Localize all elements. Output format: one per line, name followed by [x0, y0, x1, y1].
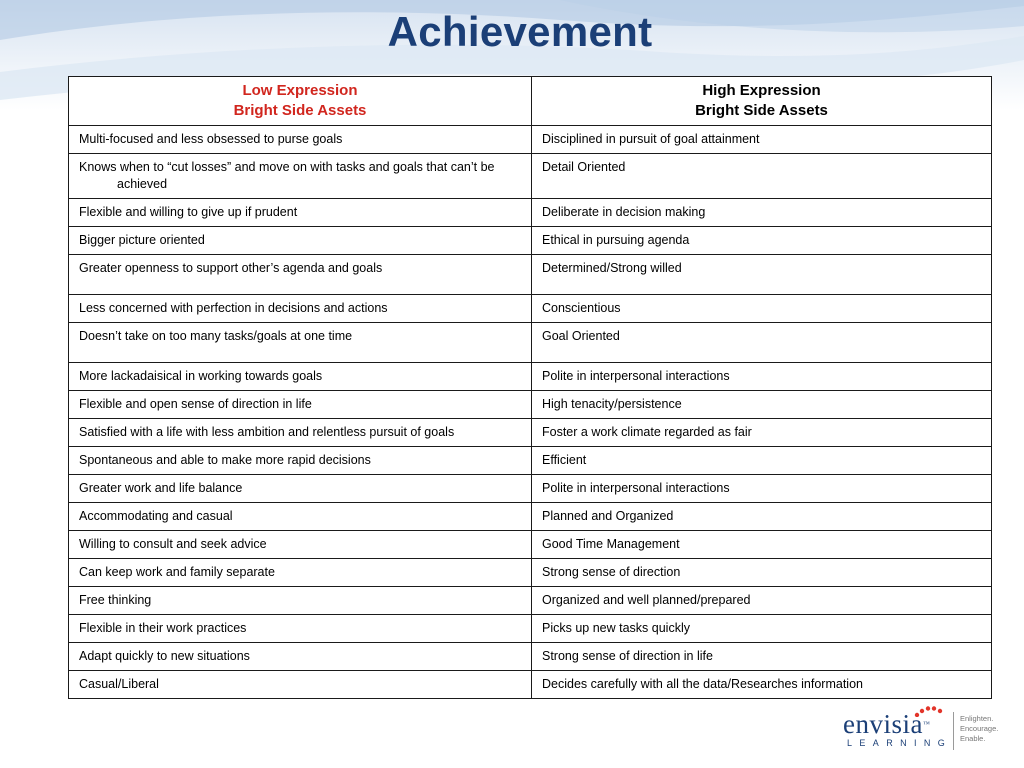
cell-text: Ethical in pursuing agenda [542, 233, 690, 247]
logo-divider [953, 712, 954, 750]
cell-text: Greater work and life balance [79, 481, 243, 495]
high-expression-cell [532, 643, 992, 671]
cell-text: Accommodating and casual [79, 509, 233, 523]
low-expression-cell [69, 126, 532, 154]
table-row [69, 643, 992, 671]
high-expression-cell [532, 126, 992, 154]
logo-wordmark-text: envisia [843, 709, 923, 739]
cell-text: Casual/Liberal [79, 677, 159, 691]
low-expression-cell [69, 671, 532, 699]
cell-text: Flexible and open sense of direction in life [79, 397, 312, 411]
table-row [69, 671, 992, 699]
low-expression-cell [69, 643, 532, 671]
low-expression-cell [69, 295, 532, 323]
cell-text: Determined/Strong willed [542, 261, 682, 275]
low-expression-cell [69, 323, 532, 363]
low-expression-cell [69, 559, 532, 587]
high-expression-cell [532, 391, 992, 419]
cell-text: Decides carefully with all the data/Researches information [542, 677, 863, 691]
cell-text: Spontaneous and able to make more rapid decisions [79, 453, 371, 467]
high-expression-cell [532, 363, 992, 391]
cell-text: Deliberate in decision making [542, 205, 706, 219]
cell-text: Can keep work and family separate [79, 565, 275, 579]
high-expression-cell [532, 671, 992, 699]
low-expression-cell [69, 154, 532, 199]
logo-tagline-line: Enable. [960, 734, 986, 743]
cell-text: Picks up new tasks quickly [542, 621, 690, 635]
high-expression-cell [532, 587, 992, 615]
column-header-low-expression [69, 77, 532, 126]
column-header-high-expression [532, 77, 992, 126]
column-header-line: High Expression [702, 82, 821, 99]
cell-text: Detail Oriented [542, 160, 626, 174]
table-row [69, 255, 992, 295]
cell-text: Polite in interpersonal interactions [542, 369, 730, 383]
low-expression-cell [69, 363, 532, 391]
cell-text: High tenacity/persistence [542, 397, 682, 411]
high-expression-cell [532, 323, 992, 363]
low-expression-cell [69, 255, 532, 295]
cell-text: Multi-focused and less obsessed to purse goals [79, 132, 343, 146]
cell-text: Flexible in their work practices [79, 621, 247, 635]
table-row [69, 447, 992, 475]
low-expression-cell [69, 503, 532, 531]
high-expression-cell [532, 227, 992, 255]
cell-text: Greater openness to support other’s agenda and goals [79, 261, 383, 275]
high-expression-cell [532, 419, 992, 447]
cell-text: Conscientious [542, 301, 621, 315]
cell-text: Knows when to “cut losses” and move on with tasks and goals that can’t be achieved [79, 160, 495, 191]
table-row [69, 227, 992, 255]
cell-text: Polite in interpersonal interactions [542, 481, 730, 495]
table-row [69, 615, 992, 643]
table-row [69, 295, 992, 323]
cell-text: Doesn’t take on too many tasks/goals at one time [79, 329, 353, 343]
achievement-table [68, 76, 992, 699]
logo-trademark: ™ [922, 720, 930, 728]
logo-tagline [960, 714, 998, 744]
high-expression-cell [532, 559, 992, 587]
column-header-line: Low Expression [242, 82, 358, 99]
page-title: Achievement [387, 8, 653, 55]
table-row [69, 419, 992, 447]
table-row [69, 559, 992, 587]
low-expression-cell [69, 199, 532, 227]
cell-text: Flexible and willing to give up if prudent [79, 205, 298, 219]
high-expression-cell [532, 447, 992, 475]
cell-text: Goal Oriented [542, 329, 620, 343]
table-header-row [69, 77, 992, 126]
low-expression-cell [69, 531, 532, 559]
table-row [69, 154, 992, 199]
low-expression-cell [69, 419, 532, 447]
cell-text: Planned and Organized [542, 509, 674, 523]
cell-text: Organized and well planned/prepared [542, 593, 751, 607]
low-expression-cell [69, 447, 532, 475]
cell-text: More lackadaisical in working towards goals [79, 369, 323, 383]
high-expression-cell [532, 531, 992, 559]
column-header-line: Bright Side Assets [233, 102, 367, 119]
high-expression-cell [532, 255, 992, 295]
table-row [69, 363, 992, 391]
low-expression-cell [69, 587, 532, 615]
low-expression-cell [69, 227, 532, 255]
table-row [69, 587, 992, 615]
low-expression-cell [69, 615, 532, 643]
low-expression-cell [69, 475, 532, 503]
high-expression-cell [532, 154, 992, 199]
table-row [69, 391, 992, 419]
cell-text: Less concerned with perfection in decisions and actions [79, 301, 388, 315]
envisia-learning-logo [840, 703, 1000, 753]
high-expression-cell [532, 199, 992, 227]
high-expression-cell [532, 475, 992, 503]
table-row [69, 531, 992, 559]
cell-text: Bigger picture oriented [79, 233, 205, 247]
table-row [69, 199, 992, 227]
high-expression-cell [532, 503, 992, 531]
cell-text: Good Time Management [542, 537, 680, 551]
high-expression-cell [532, 615, 992, 643]
cell-text: Adapt quickly to new situations [79, 649, 250, 663]
cell-text: Strong sense of direction [542, 565, 681, 579]
logo-tagline-line: Enlighten. [960, 714, 994, 723]
cell-text: Free thinking [79, 593, 152, 607]
table-row [69, 126, 992, 154]
cell-text: Disciplined in pursuit of goal attainment [542, 132, 760, 146]
cell-text: Satisfied with a life with less ambition and relentless pursuit of goals [79, 425, 455, 439]
table-row [69, 503, 992, 531]
table-row [69, 475, 992, 503]
table-row [69, 323, 992, 363]
logo-tagline-line: Encourage. [960, 724, 999, 733]
cell-text: Strong sense of direction in life [542, 649, 713, 663]
logo-wordmark [843, 711, 930, 738]
cell-text: Willing to consult and seek advice [79, 537, 267, 551]
logo-subtitle: LEARNING [847, 738, 953, 748]
low-expression-cell [69, 391, 532, 419]
high-expression-cell [532, 295, 992, 323]
cell-text: Efficient [542, 453, 587, 467]
cell-text: Foster a work climate regarded as fair [542, 425, 752, 439]
column-header-line: Bright Side Assets [695, 102, 828, 119]
